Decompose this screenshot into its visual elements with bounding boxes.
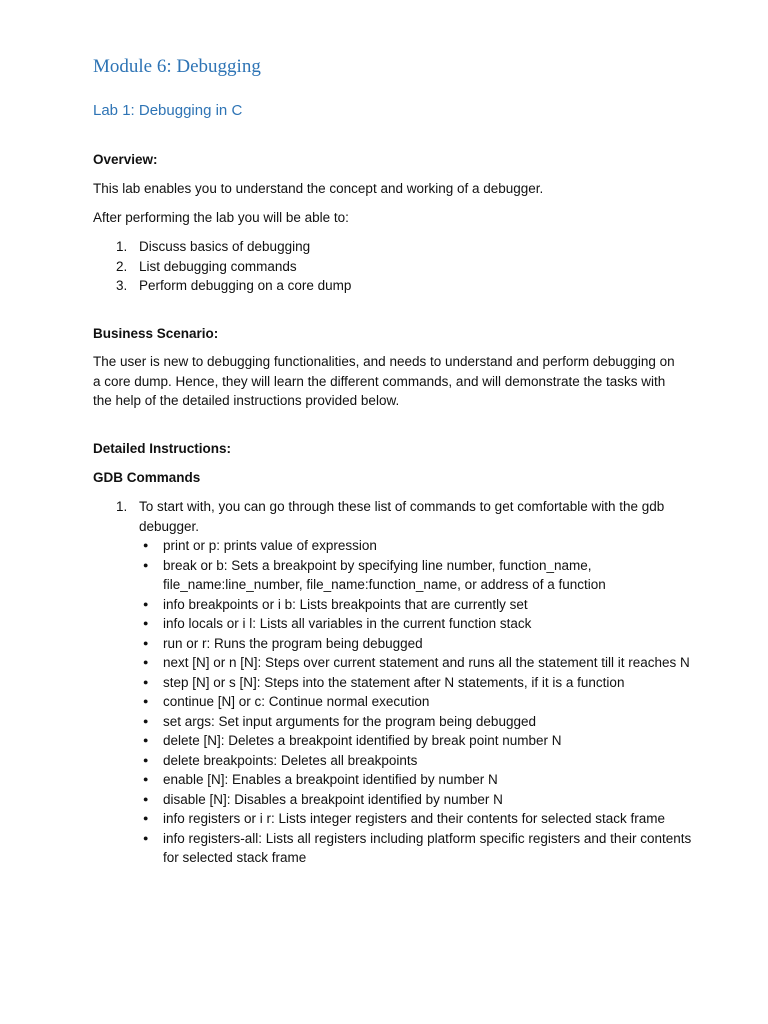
command-item bbox=[139, 809, 698, 829]
command-text: next [N] or n [N]: Steps over current statement and runs all the statement till it reaches N bbox=[163, 655, 690, 670]
bullet-icon: ● bbox=[143, 813, 149, 823]
objectives-list bbox=[116, 237, 351, 296]
command-item bbox=[139, 653, 698, 673]
business-text: The user is new to debugging functionalities, and needs to understand and perform debugging on a core dump. Hence, they will learn the different commands, and will demonstrate the tasks with the help of the detailed instructions provided below. bbox=[93, 354, 675, 408]
bullet-icon: ● bbox=[143, 637, 149, 648]
command-text: enable [N]: Enables a breakpoint identified by number N bbox=[163, 772, 498, 787]
command-text: disable [N]: Disables a breakpoint identified by number N bbox=[163, 791, 503, 807]
overview-text: This lab enables you to understand the concept and working of a debugger. bbox=[93, 181, 544, 196]
lab-title: Lab 1: Debugging in C bbox=[93, 102, 243, 119]
bullet-icon: ● bbox=[143, 559, 149, 570]
command-item bbox=[139, 673, 698, 693]
bullet-icon: ● bbox=[143, 715, 149, 726]
command-text: run or r: Runs the program being debugged bbox=[163, 635, 423, 651]
after-text: After performing the lab you will be able to: bbox=[93, 210, 349, 225]
command-item bbox=[139, 731, 698, 751]
command-item bbox=[139, 634, 698, 654]
detailed-heading: Detailed Instructions: bbox=[93, 441, 232, 456]
command-item bbox=[139, 712, 698, 732]
command-item bbox=[139, 614, 698, 634]
command-item bbox=[139, 829, 698, 868]
command-text: continue [N] or c: Continue normal execution bbox=[163, 694, 430, 709]
command-list bbox=[139, 536, 692, 868]
list-item: 1. To start with, you can go through these list of commands to get comfortable with the gdb debugger. ● print or p: prints value of expression ● break or b: Sets a breakpoint by specifying line number, function_name, file_name:line_number, file_name:function_name, or address of a function ● info breakpoints or i b: Lists breakpoints that are currently set ● info locals or i l: Lists all variables in the current function stack ● run or r: Runs the program being debugged ● next [N] or n [N]: Steps over current statement and runs all the statement till it reaches N ● step [N] or s [N]: Steps into the statement after N statements, if it is a function ● continue [N] or c: Continue normal execution ● set args: Set input arguments for the program being debugged ● delete [N]: Deletes a breakpoint identified by break point number N ● delete breakpoints: Deletes all breakpoints ● enable [N]: Enables a breakpoint identified by number N ● disable [N]: Disables a breakpoint identified by number N ● info registers or i r: Lists integer registers and their contents for selected stack frame ● info registers-all: Lists all registers including platform specific registers and their contents for selected stack frame bbox=[116, 497, 682, 868]
command-text: set args: Set input arguments for the program being debugged bbox=[163, 713, 536, 729]
bullet-icon: ● bbox=[143, 540, 149, 550]
command-text: info breakpoints or i b: Lists breakpoints that are currently set bbox=[163, 596, 528, 612]
command-text: info registers-all: Lists all registers including platform specific registers and their contents for selected stack frame bbox=[163, 830, 692, 865]
bullet-icon: ● bbox=[143, 735, 149, 745]
instructions-list bbox=[116, 497, 692, 868]
bullet-icon: ● bbox=[143, 832, 149, 843]
module-title: Module 6: Debugging bbox=[93, 56, 261, 77]
bullet-icon: ● bbox=[143, 793, 149, 804]
list-item: 3. Perform debugging on a core dump bbox=[116, 278, 352, 293]
command-text: info locals or i l: Lists all variables in the current function stack bbox=[163, 616, 532, 631]
list-item: 2. List debugging commands bbox=[116, 258, 297, 274]
bullet-icon: ● bbox=[143, 676, 149, 687]
gdb-heading: GDB Commands bbox=[93, 470, 201, 485]
command-text: delete [N]: Deletes a breakpoint identified by break point number N bbox=[163, 733, 562, 748]
command-text: step [N] or s [N]: Steps into the statement after N statements, if it is a function bbox=[163, 674, 625, 690]
bullet-icon: ● bbox=[143, 598, 149, 609]
command-item bbox=[139, 770, 698, 790]
business-heading: Business Scenario: bbox=[93, 326, 219, 341]
command-item bbox=[139, 790, 698, 810]
command-text: info registers or i r: Lists integer registers and their contents for selected stack frame bbox=[163, 811, 665, 826]
command-item bbox=[139, 692, 698, 712]
list-item: 1. Discuss basics of debugging bbox=[116, 239, 311, 254]
command-item bbox=[139, 536, 698, 556]
bullet-icon: ● bbox=[143, 618, 149, 628]
bullet-icon: ● bbox=[143, 754, 149, 765]
overview-heading: Overview: bbox=[93, 152, 158, 167]
bullet-icon: ● bbox=[143, 696, 149, 706]
bullet-icon: ● bbox=[143, 657, 149, 667]
command-text: delete breakpoints: Deletes all breakpoints bbox=[163, 752, 418, 768]
step1-text: To start with, you can go through these list of commands to get comfortable with the gdb debugger. bbox=[139, 499, 665, 534]
command-text: break or b: Sets a breakpoint by specifying line number, function_name, file_name:line_number, file_name:function_name, or address of a function bbox=[163, 557, 606, 592]
bullet-icon: ● bbox=[143, 774, 149, 784]
command-text: print or p: prints value of expression bbox=[163, 538, 377, 553]
command-item bbox=[139, 751, 698, 771]
command-item bbox=[139, 556, 698, 595]
command-item bbox=[139, 595, 698, 615]
